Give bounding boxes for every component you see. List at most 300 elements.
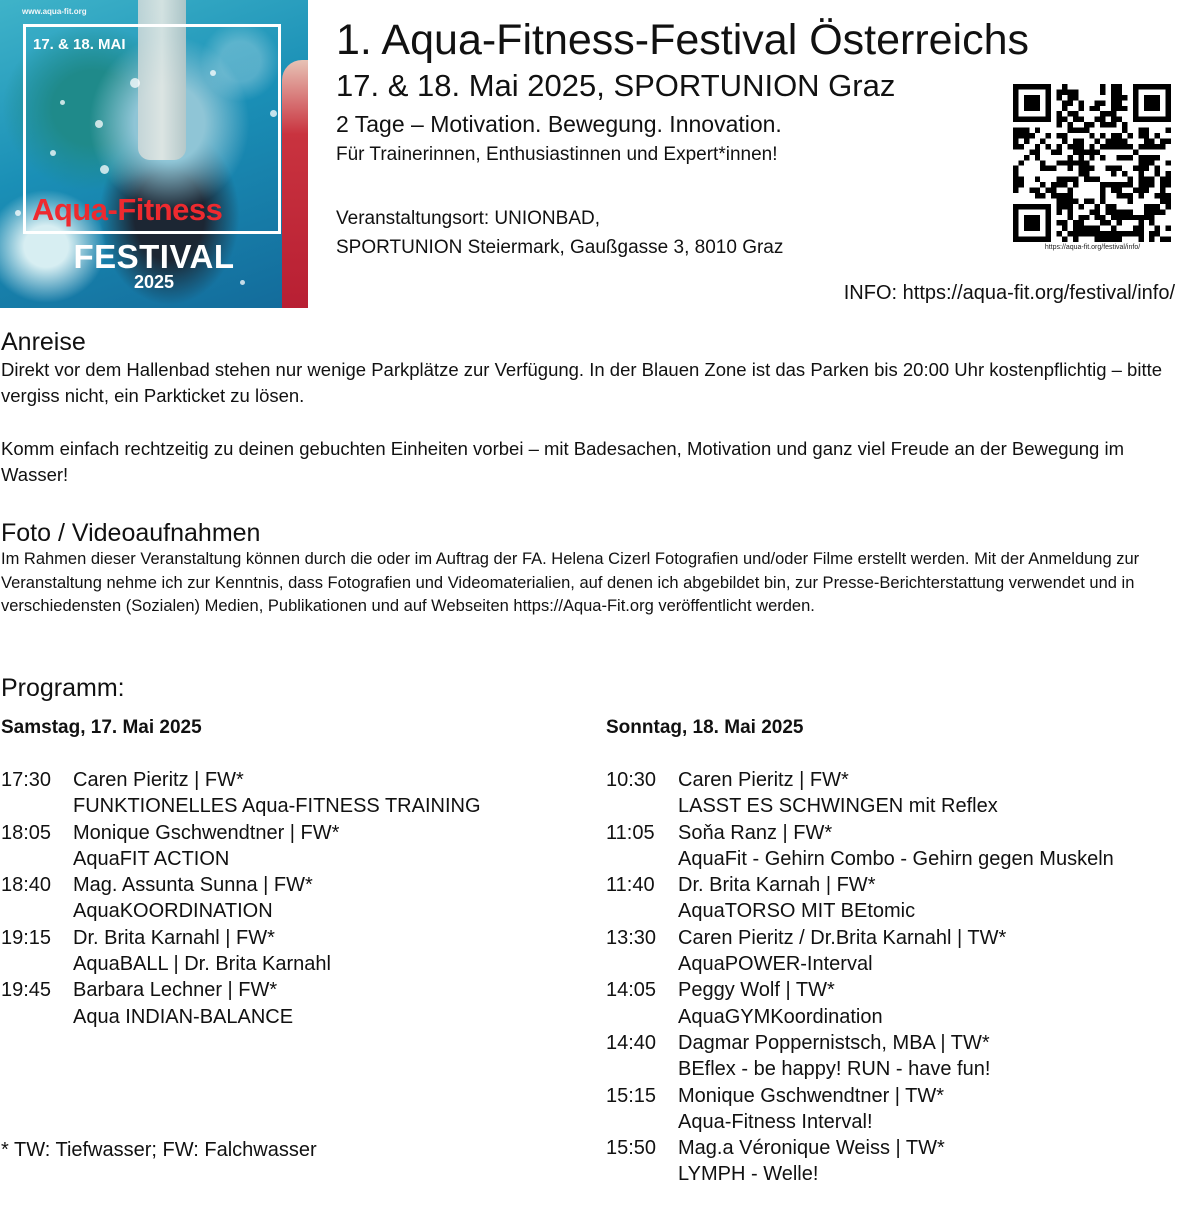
qr-module	[1127, 133, 1132, 138]
slot-trainer: Mag. Assunta Sunna | FW*	[73, 874, 313, 897]
qr-module	[1100, 144, 1105, 149]
qr-module	[1067, 100, 1072, 105]
slot-title: Aqua-Fitness Interval!	[678, 1110, 873, 1133]
qr-module	[1018, 128, 1023, 133]
qr-module	[1100, 155, 1105, 160]
slot-time: 10:30	[606, 769, 657, 791]
qr-module	[1013, 182, 1018, 187]
qr-module	[1160, 237, 1165, 242]
qr-module	[1111, 111, 1116, 116]
slot-body	[678, 977, 883, 1030]
slot-body	[678, 1030, 990, 1083]
schedule-row	[606, 767, 1114, 820]
qr-module	[1095, 138, 1100, 143]
qr-module	[1057, 204, 1062, 209]
qr-module	[1127, 209, 1132, 214]
qr-module	[1095, 177, 1100, 182]
qr-module	[1100, 133, 1105, 138]
qr-module	[1144, 182, 1149, 187]
qr-module	[1035, 193, 1040, 198]
slot-time: 11:40	[606, 874, 655, 897]
qr-module	[1127, 215, 1132, 220]
slot-time: 18:40	[1, 874, 52, 897]
tagline: 2 Tage – Motivation. Bewegung. Innovation.	[336, 111, 782, 137]
qr-module	[1057, 89, 1062, 94]
qr-module	[1062, 220, 1067, 225]
qr-module	[1062, 237, 1067, 242]
qr-module	[1057, 117, 1062, 122]
qr-module	[1084, 149, 1089, 154]
qr-module	[1073, 198, 1078, 203]
qr-code-icon[interactable]	[1013, 84, 1171, 242]
slot-body	[73, 977, 293, 1030]
slot-time: 18:05	[1, 821, 52, 844]
qr-module	[1155, 133, 1160, 138]
qr-module	[1127, 144, 1132, 149]
qr-module	[1111, 106, 1116, 111]
qr-module	[1100, 117, 1105, 122]
qr-module	[1067, 160, 1072, 165]
qr-module	[1057, 220, 1062, 225]
qr-module	[1013, 171, 1018, 176]
info-link[interactable]: INFO: https://aqua-fit.org/festival/info/	[843, 282, 1175, 304]
qr-module	[1100, 220, 1105, 225]
qr-module	[1013, 128, 1018, 133]
qr-module	[1067, 144, 1072, 149]
qr-module	[1067, 155, 1072, 160]
qr-module	[1078, 204, 1083, 209]
qr-module	[1062, 106, 1067, 111]
qr-module	[1095, 106, 1100, 111]
qr-module	[1100, 111, 1105, 116]
program-heading: Programm:	[1, 674, 125, 702]
venue-line-1: Veranstaltungsort: UNIONBAD,	[336, 208, 600, 229]
qr-module	[1100, 89, 1105, 94]
qr-module	[1062, 177, 1067, 182]
qr-module	[1138, 171, 1143, 176]
qr-module	[1067, 209, 1072, 214]
slot-title: LASST ES SCHWINGEN mit Reflex	[678, 795, 998, 818]
qr-module	[1111, 89, 1116, 94]
qr-module	[1149, 155, 1154, 160]
qr-module	[1144, 209, 1149, 214]
qr-module	[1040, 160, 1045, 165]
qr-module	[1160, 198, 1165, 203]
qr-module	[1035, 188, 1040, 193]
qr-module	[1062, 133, 1067, 138]
qr-module	[1046, 188, 1051, 193]
qr-module	[1149, 138, 1154, 143]
qr-module	[1122, 182, 1127, 187]
qr-module	[1040, 166, 1045, 171]
qr-module	[1073, 149, 1078, 154]
slot-trainer: Monique Gschwendtner | FW*	[73, 821, 340, 844]
qr-module	[1057, 149, 1062, 154]
qr-module	[1144, 128, 1149, 133]
qr-module	[1106, 182, 1111, 187]
qr-module	[1117, 117, 1122, 122]
qr-module	[1078, 106, 1083, 111]
foto-paragraph: Im Rahmen dieser Veranstaltung können durch die oder im Auftrag der FA. Helena Cizerl Fotografien und/oder Filme erstellt werden. Mit der Anmeldung zur Veranstaltung nehme ich zur Kenntnis, dass Fotografien und Videomaterialien, auf denen ich abgebildet bin, zur Presse-Berichterstattung verwendet und in verschiedensten (Sozialen) Medien, Publikationen und auf Webseiten https://Aqua-Fit.org veröffentlicht werden.	[1, 550, 1140, 615]
qr-module	[1111, 215, 1116, 220]
qr-module	[1160, 144, 1165, 149]
qr-module	[1078, 226, 1083, 231]
qr-module	[1062, 226, 1067, 231]
qr-module	[1024, 133, 1029, 138]
qr-module	[1089, 209, 1094, 214]
slot-title: AquaKOORDINATION	[73, 900, 273, 923]
qr-module	[1073, 89, 1078, 94]
qr-module	[1024, 215, 1040, 231]
qr-module	[1084, 231, 1089, 236]
qr-module	[1057, 198, 1062, 203]
poster-festival: FESTIVAL	[73, 238, 235, 275]
slot-trainer: Mag.a Véronique Weiss | TW*	[678, 1137, 945, 1160]
slot-body	[678, 1083, 944, 1136]
qr-module	[1160, 209, 1165, 214]
qr-caption: https://aqua-fit.org/festival/info/	[1044, 244, 1141, 251]
qr-module	[1073, 220, 1078, 225]
qr-module	[1100, 188, 1105, 193]
qr-module	[1127, 155, 1132, 160]
qr-module	[1062, 117, 1067, 122]
qr-module	[1089, 198, 1094, 203]
qr-module	[1149, 231, 1154, 236]
qr-module	[1117, 237, 1122, 242]
slot-title: BEflex - be happy! RUN - have fun!	[678, 1058, 991, 1081]
schedule-row	[606, 1030, 1114, 1083]
qr-module	[1078, 160, 1083, 165]
schedule-row	[606, 977, 1114, 1030]
qr-module	[1127, 193, 1132, 198]
qr-module	[1117, 95, 1122, 100]
qr-module	[1073, 177, 1078, 182]
qr-module	[1155, 193, 1160, 198]
qr-module	[1100, 193, 1105, 198]
qr-module	[1117, 106, 1122, 111]
qr-module	[1155, 166, 1160, 171]
slot-trainer: Dr. Brita Karnahl | FW*	[73, 926, 275, 949]
qr-module	[1155, 144, 1160, 149]
qr-module	[1111, 231, 1116, 236]
qr-module	[1111, 204, 1116, 209]
qr-module	[1117, 209, 1122, 214]
qr-module	[1095, 237, 1100, 242]
qr-module	[1122, 144, 1127, 149]
qr-module	[1013, 177, 1018, 182]
qr-module	[1073, 138, 1078, 143]
qr-module	[1111, 117, 1116, 122]
qr-module	[1062, 138, 1067, 143]
slot-body	[73, 767, 481, 820]
slot-trainer: Monique Gschwendtner | TW*	[678, 1084, 945, 1107]
qr-module	[1095, 231, 1100, 236]
qr-module	[1089, 226, 1094, 231]
qr-module	[1089, 133, 1094, 138]
qr-module	[1040, 138, 1045, 143]
qr-module	[1138, 166, 1143, 171]
qr-module	[1067, 89, 1072, 94]
qr-module	[1111, 100, 1116, 105]
qr-module	[1057, 209, 1062, 214]
qr-module	[1089, 177, 1094, 182]
qr-module	[1122, 193, 1127, 198]
schedule-sunday	[606, 767, 1114, 1188]
slot-title: AquaFit - Gehirn Combo - Gehirn gegen Muskeln	[678, 847, 1114, 870]
slot-title: AquaPOWER-Interval	[678, 953, 873, 976]
qr-module	[1117, 138, 1122, 143]
qr-module	[1117, 166, 1122, 171]
qr-module	[1029, 149, 1034, 154]
qr-module	[1057, 111, 1062, 116]
qr-module	[1073, 237, 1078, 242]
qr-module	[1149, 204, 1154, 209]
qr-module	[1111, 133, 1116, 138]
qr-module	[1073, 160, 1078, 165]
qr-module	[1144, 95, 1160, 111]
qr-module	[1138, 237, 1143, 242]
qr-module	[1029, 133, 1034, 138]
qr-module	[1122, 155, 1127, 160]
qr-module	[1035, 155, 1040, 160]
qr-module	[1127, 182, 1132, 187]
qr-module	[1073, 144, 1078, 149]
poster-brand: Aqua-Fitness	[32, 192, 223, 227]
qr-module	[1067, 128, 1072, 133]
qr-module	[1144, 215, 1149, 220]
qr-module	[1127, 198, 1132, 203]
qr-module	[1117, 89, 1122, 94]
qr-module	[1040, 182, 1045, 187]
qr-module	[1046, 166, 1051, 171]
qr-module	[1117, 182, 1122, 187]
qr-module	[1013, 188, 1018, 193]
qr-module	[1144, 177, 1149, 182]
footnote: * TW: Tiefwasser; FW: Falchwasser	[1, 1139, 317, 1161]
qr-module	[1122, 95, 1127, 100]
qr-module	[1046, 133, 1051, 138]
qr-module	[1067, 193, 1072, 198]
qr-module	[1078, 231, 1083, 236]
qr-module	[1078, 144, 1083, 149]
schedule-row	[606, 1083, 1114, 1136]
schedule-row	[1, 977, 481, 1030]
qr-module	[1073, 182, 1078, 187]
slot-time: 11:05	[606, 821, 655, 844]
qr-module	[1084, 171, 1089, 176]
slot-trainer: Caren Pieritz | FW*	[73, 769, 244, 791]
qr-module	[1062, 84, 1067, 89]
qr-module	[1111, 166, 1116, 171]
festival-poster-image	[0, 0, 308, 308]
qr-module	[1117, 144, 1122, 149]
slot-time: 19:45	[1, 979, 52, 1002]
qr-module	[1138, 177, 1143, 182]
qr-module	[1051, 149, 1056, 154]
slot-trainer: Dr. Brita Karnah | FW*	[678, 874, 876, 897]
qr-module	[1138, 226, 1143, 231]
schedule-row	[1, 872, 481, 925]
qr-module	[1078, 155, 1083, 160]
qr-module	[1057, 144, 1062, 149]
qr-module	[1057, 231, 1062, 236]
qr-module	[1111, 237, 1116, 242]
qr-module	[1149, 209, 1154, 214]
qr-module	[1018, 144, 1023, 149]
qr-module	[1155, 204, 1160, 209]
qr-module	[1084, 128, 1089, 133]
qr-module	[1144, 188, 1149, 193]
schedule-row	[1, 820, 481, 873]
qr-module	[1117, 133, 1122, 138]
qr-module	[1166, 138, 1171, 143]
qr-module	[1089, 106, 1094, 111]
qr-module	[1029, 188, 1034, 193]
qr-module	[1089, 166, 1094, 171]
qr-module	[1095, 117, 1100, 122]
day-heading-sunday: Sonntag, 18. Mai 2025	[606, 717, 804, 738]
qr-module	[1067, 231, 1072, 236]
slot-body	[678, 820, 1114, 873]
qr-module	[1078, 128, 1083, 133]
schedule-row	[1, 925, 481, 978]
qr-module	[1149, 177, 1154, 182]
poster-dates: 17. & 18. MAI	[33, 36, 126, 53]
qr-module	[1106, 231, 1111, 236]
qr-module	[1149, 160, 1154, 165]
qr-module	[1149, 144, 1154, 149]
qr-module	[1078, 117, 1083, 122]
venue-address	[336, 204, 783, 262]
qr-module	[1138, 160, 1143, 165]
slot-time: 14:05	[606, 979, 657, 1002]
qr-module	[1138, 133, 1143, 138]
slot-body	[678, 925, 1006, 978]
qr-module	[1127, 177, 1132, 182]
qr-module	[1106, 220, 1111, 225]
qr-module	[1117, 220, 1122, 225]
qr-module	[1100, 100, 1105, 105]
slot-body	[73, 872, 313, 925]
anreise-heading: Anreise	[1, 328, 86, 356]
qr-module	[1051, 166, 1056, 171]
foto-heading: Foto / Videoaufnahmen	[1, 519, 261, 547]
qr-module	[1100, 198, 1105, 203]
slot-time: 15:15	[606, 1084, 657, 1107]
qr-module	[1149, 182, 1154, 187]
qr-module	[1067, 166, 1072, 171]
qr-module	[1035, 128, 1040, 133]
qr-module	[1122, 138, 1127, 143]
slot-title: AquaBALL | Dr. Brita Karnahl	[73, 953, 331, 976]
qr-module	[1166, 177, 1171, 182]
qr-module	[1078, 149, 1083, 154]
qr-module	[1117, 215, 1122, 220]
qr-module	[1046, 144, 1051, 149]
qr-module	[1117, 100, 1122, 105]
qr-module	[1155, 231, 1160, 236]
qr-module	[1035, 144, 1040, 149]
qr-module	[1084, 177, 1089, 182]
slot-title: LYMPH - Welle!	[678, 1163, 819, 1186]
qr-module	[1106, 237, 1111, 242]
qr-module	[1100, 237, 1105, 242]
slot-trainer: Soňa Ranz | FW*	[678, 821, 833, 844]
qr-module	[1117, 193, 1122, 198]
qr-module	[1138, 155, 1143, 160]
qr-module	[1111, 226, 1116, 231]
qr-module	[1057, 177, 1062, 182]
schedule-saturday	[1, 767, 481, 1030]
slot-body	[678, 1135, 945, 1188]
qr-module	[1095, 204, 1100, 209]
qr-module	[1067, 177, 1072, 182]
slot-body	[678, 767, 998, 820]
qr-module	[1062, 198, 1067, 203]
qr-module	[1024, 138, 1029, 143]
schedule-row	[1, 767, 481, 820]
qr-module	[1040, 193, 1045, 198]
qr-module	[1084, 166, 1089, 171]
qr-module	[1122, 128, 1127, 133]
audience-text: Für Trainerinnen, Enthusiastinnen und Expert*innen!	[336, 144, 778, 165]
qr-module	[1018, 133, 1023, 138]
qr-module	[1122, 106, 1127, 111]
qr-module	[1013, 133, 1018, 138]
qr-module	[1051, 182, 1056, 187]
qr-module	[1100, 122, 1105, 127]
qr-module	[1144, 204, 1149, 209]
qr-module	[1117, 84, 1122, 89]
qr-module	[1062, 100, 1067, 105]
qr-module	[1106, 166, 1111, 171]
qr-module	[1111, 122, 1116, 127]
qr-module	[1166, 128, 1171, 133]
qr-module	[1013, 166, 1018, 171]
qr-module	[1111, 144, 1116, 149]
qr-module	[1062, 204, 1067, 209]
qr-module	[1106, 122, 1111, 127]
qr-module	[1166, 182, 1171, 187]
qr-module	[1160, 182, 1165, 187]
qr-module	[1089, 231, 1094, 236]
qr-module	[1062, 160, 1067, 165]
qr-module	[1166, 198, 1171, 203]
qr-module	[1133, 188, 1138, 193]
qr-module	[1057, 193, 1062, 198]
qr-module	[1144, 160, 1149, 165]
qr-module	[1127, 231, 1132, 236]
qr-module	[1035, 177, 1040, 182]
qr-module	[1155, 171, 1160, 176]
page-title: 1. Aqua-Fitness-Festival Österreichs	[336, 16, 1030, 64]
qr-module	[1133, 149, 1138, 154]
qr-module	[1122, 171, 1127, 176]
poster-url: www.aqua-fit.org	[22, 7, 87, 16]
qr-module	[1166, 160, 1171, 165]
qr-module	[1144, 138, 1149, 143]
qr-module	[1062, 193, 1067, 198]
qr-module	[1117, 188, 1122, 193]
qr-module	[1138, 215, 1143, 220]
qr-module	[1067, 198, 1072, 203]
qr-module	[1073, 231, 1078, 236]
qr-module	[1138, 128, 1143, 133]
qr-module	[1024, 155, 1029, 160]
qr-module	[1111, 95, 1116, 100]
slot-body	[73, 925, 331, 978]
qr-module	[1078, 171, 1083, 176]
